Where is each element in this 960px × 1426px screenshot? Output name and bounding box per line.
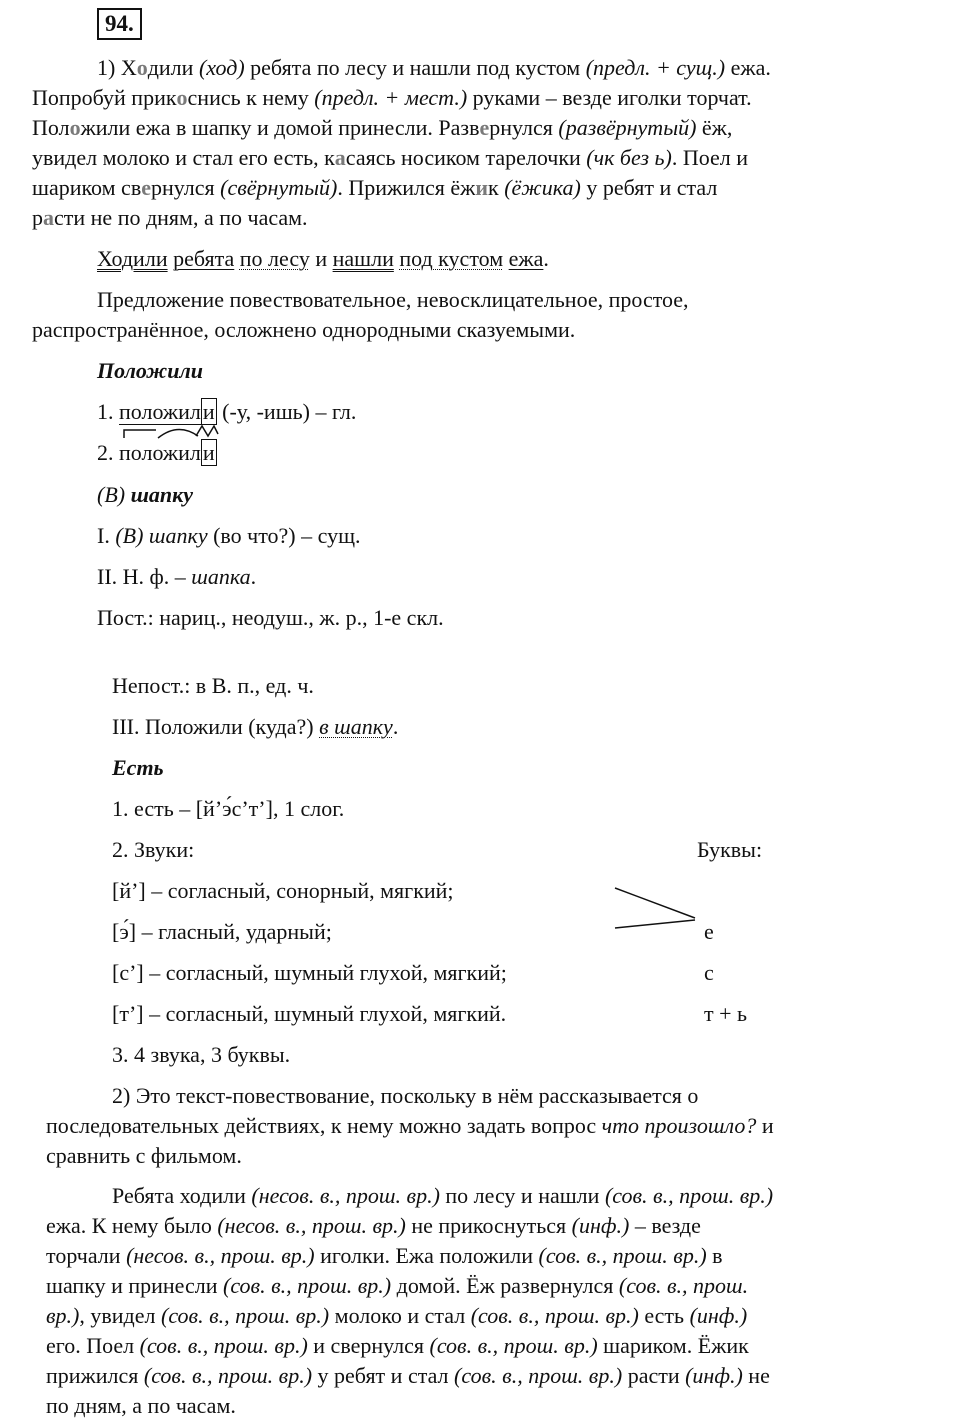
grammar-note: (сов. в., прош. вр.) — [454, 1363, 623, 1388]
text-run: рнулся — [150, 175, 221, 200]
text-run: последовательных действиях, к нему можно задать вопрос — [46, 1113, 602, 1138]
grammar-note: (сов. в., прош. вр.) — [604, 1183, 774, 1208]
grammar-note: (чк без ь) — [586, 145, 672, 170]
check-word: (свёрнутый) — [220, 175, 338, 200]
text-run: по лесу и нашли — [439, 1183, 605, 1208]
sounds-label: 2. Звуки: — [112, 837, 195, 862]
text-run: к — [488, 175, 505, 200]
exercise-text — [32, 53, 932, 233]
punctuation: . — [543, 246, 549, 271]
text-run: (-у, -ишь) – гл. — [216, 399, 357, 424]
text-run: шариком св — [32, 175, 142, 200]
adverbial: по лесу — [239, 246, 310, 271]
morph-row: Непост.: в В. п., ед. ч. — [112, 673, 314, 698]
text-run: его. Поел — [46, 1333, 140, 1358]
text-line — [46, 1181, 946, 1211]
text-line: сравнить с фильмом. — [46, 1143, 242, 1168]
letters-label: Буквы: — [697, 837, 763, 862]
grammar-note: (несов. в., прош. вр.) — [126, 1243, 315, 1268]
text-run: у ребят и стал — [312, 1363, 455, 1388]
grammar-note: вр.) — [46, 1303, 80, 1328]
text-run: прижился — [46, 1363, 144, 1388]
grammar-note: (сов. в., прош. — [618, 1273, 749, 1298]
text-run: 1) Х — [97, 55, 137, 80]
text-run: в — [706, 1243, 723, 1268]
text-run: ребята по лесу и нашли под кустом — [244, 55, 586, 80]
grammar-note: (сов. в., прош. вр.) — [139, 1333, 308, 1358]
text-run: ежа. К нему было — [46, 1213, 218, 1238]
adverbial: под кустом — [399, 246, 504, 271]
text-line — [46, 1301, 946, 1331]
text-run: (во что?) – сущ. — [207, 523, 361, 548]
grammar-note: (сов. в., прош. вр.) — [538, 1243, 707, 1268]
spelling-letter: а — [43, 205, 54, 230]
grammar-note: (инф.) — [685, 1363, 743, 1388]
morpheme-marks — [120, 420, 240, 444]
text-line — [46, 1271, 946, 1301]
grammar-note: (сов. в., прош. вр.) — [223, 1273, 392, 1298]
parsed-sentence — [97, 244, 549, 274]
text-line — [46, 1111, 946, 1141]
text-run: есть — [638, 1303, 690, 1328]
text-run: . — [392, 714, 399, 739]
text-line — [32, 203, 932, 233]
sound-row: [т’] – согласный, шумный глухой, мягкий. — [112, 1001, 507, 1026]
morph-row: Пост.: нариц., неодуш., ж. р., 1-е скл. — [97, 605, 444, 630]
text-run: II. Н. ф. – — [97, 564, 192, 589]
check-word: (ход) — [198, 55, 245, 80]
heading-part: (В) — [97, 482, 131, 507]
phonetic-summary: 3. 4 звука, 3 буквы. — [112, 1042, 291, 1067]
sound-row: [с’] – согласный, шумный глухой, мягкий; — [112, 960, 507, 985]
text-run: ёж, — [696, 115, 733, 140]
letter-cell: с — [704, 960, 714, 985]
text-line — [32, 53, 932, 83]
spelling-letter: а — [334, 145, 346, 170]
text-run: не — [742, 1363, 770, 1388]
text-line — [32, 83, 932, 113]
section-heading: Положили — [97, 358, 204, 383]
text-run: расти — [622, 1363, 686, 1388]
row-number: 1. — [97, 399, 119, 424]
text-run: саясь носиком тарелочки — [345, 145, 587, 170]
suffix-mark — [196, 426, 218, 436]
text-type-answer — [46, 1081, 946, 1171]
word-ending: и — [202, 440, 215, 465]
text-line: распространённое, осложнено однородными сказуемыми. — [32, 317, 576, 342]
text-run: руками – везде иголки торчат. — [467, 85, 752, 110]
grammar-note: (сов. в., прош. вр.) — [143, 1363, 313, 1388]
text-run: и свернулся — [307, 1333, 430, 1358]
text-run: домой. Ёж развернулся — [391, 1273, 619, 1298]
text-line: по дням, а по часам. — [46, 1393, 236, 1418]
text-run: увидел молоко и стал его есть, к — [32, 145, 335, 170]
text-run: рнулся — [489, 115, 559, 140]
link-line — [615, 920, 695, 928]
text-line — [46, 1241, 946, 1271]
task-number: 94. — [97, 8, 142, 40]
sound-letter-link — [610, 880, 710, 940]
text-line — [32, 143, 932, 173]
question: что произошло? — [601, 1113, 757, 1138]
spelling-letter: о — [176, 85, 188, 110]
text-run: молоко и стал — [329, 1303, 471, 1328]
text-run: . — [250, 564, 257, 589]
sound-row: [э́] – гласный, ударный; — [112, 919, 332, 944]
morph-row — [97, 521, 361, 551]
grammar-note: (предл. + сущ.) — [585, 55, 726, 80]
grammar-note: (инф.) — [689, 1303, 748, 1328]
text-line: Предложение повествовательное, невосклицательное, простое, — [97, 287, 689, 312]
spelling-letter: о — [136, 55, 148, 80]
word-stem: положил — [119, 399, 201, 424]
text-run: I. — [97, 523, 116, 548]
text-run: жили ежа в шапку и домой принесли. Разв — [80, 115, 480, 140]
text-run: р — [32, 205, 43, 230]
text-run: Попробуй прик — [32, 85, 177, 110]
phonetic-row: 1. есть – [й’э́с’т’], 1 слог. — [112, 796, 345, 821]
text-run: и — [756, 1113, 774, 1138]
spelling-letter: о — [69, 115, 81, 140]
sound-row: [й’] – согласный, сонорный, мягкий; — [112, 878, 454, 903]
text-line — [46, 1361, 946, 1391]
sentence-characteristic — [32, 285, 932, 345]
object: ежа — [508, 246, 544, 271]
conjunction: и — [315, 246, 328, 271]
check-word: (ёжика) — [504, 175, 581, 200]
root-arc — [158, 429, 198, 438]
morph-row — [112, 712, 398, 742]
adverbial: в шапку — [319, 714, 393, 739]
link-line — [615, 888, 695, 918]
text-run: (В) шапку — [115, 523, 208, 548]
text-run: снись к нему — [187, 85, 315, 110]
subject: ребята — [173, 246, 235, 271]
grammar-note: (сов. в., прош. вр.) — [470, 1303, 639, 1328]
row-number: 2. — [97, 440, 119, 465]
text-run: шапку и принесли — [46, 1273, 223, 1298]
text-run: Ребята ходили — [112, 1183, 252, 1208]
text-line — [46, 1211, 946, 1241]
grammar-note: (сов. в., прош. вр.) — [429, 1333, 598, 1358]
text-run: III. Положили (куда?) — [112, 714, 320, 739]
text-run: сти не по дням, а по часам. — [54, 205, 308, 230]
spelling-letter: е — [141, 175, 151, 200]
word-ending: и — [202, 399, 215, 424]
letter-cell: т + ь — [704, 1001, 748, 1026]
section-heading: Есть — [112, 755, 164, 780]
text-run: . Поел и — [671, 145, 749, 170]
text-run: иголки. Ежа положили — [314, 1243, 539, 1268]
prefix-mark — [124, 430, 156, 438]
text-run: у ребят и стал — [580, 175, 718, 200]
text-run: шариком. Ёжик — [597, 1333, 749, 1358]
section-heading — [97, 480, 193, 510]
text-run: . Прижился ёж — [337, 175, 476, 200]
text-line — [32, 173, 932, 203]
grammar-note: (инф.) — [571, 1213, 630, 1238]
text-line — [32, 113, 932, 143]
predicate: Ходили — [97, 246, 168, 271]
text-run: Пол — [32, 115, 70, 140]
text-run: торчали — [46, 1243, 127, 1268]
letter-cell: е — [704, 919, 714, 944]
text-run: дили — [147, 55, 199, 80]
text-run: не прикоснуться — [405, 1213, 572, 1238]
text-run: ежа. — [725, 55, 771, 80]
grammar-note: (сов. в., прош. вр.) — [161, 1303, 330, 1328]
spelling-letter: е — [479, 115, 490, 140]
verb-analysis — [46, 1181, 946, 1421]
grammar-note: (несов. в., прош. вр.) — [251, 1183, 440, 1208]
text-line: 2) Это текст-повествование, поскольку в нём рассказывается о — [112, 1083, 699, 1108]
spelling-letter: и — [475, 175, 489, 200]
morph-row — [97, 562, 256, 592]
heading-part: шапку — [130, 482, 194, 507]
word-root: положил — [119, 440, 201, 465]
text-run: – везде — [629, 1213, 701, 1238]
predicate: нашли — [332, 246, 394, 271]
text-run: , увидел — [79, 1303, 161, 1328]
grammar-note: (предл. + мест.) — [314, 85, 468, 110]
grammar-note: (несов. в., прош. вр.) — [217, 1213, 406, 1238]
text-run: шапка — [191, 564, 251, 589]
text-line — [46, 1331, 946, 1361]
check-word: (развёрнутый) — [558, 115, 697, 140]
